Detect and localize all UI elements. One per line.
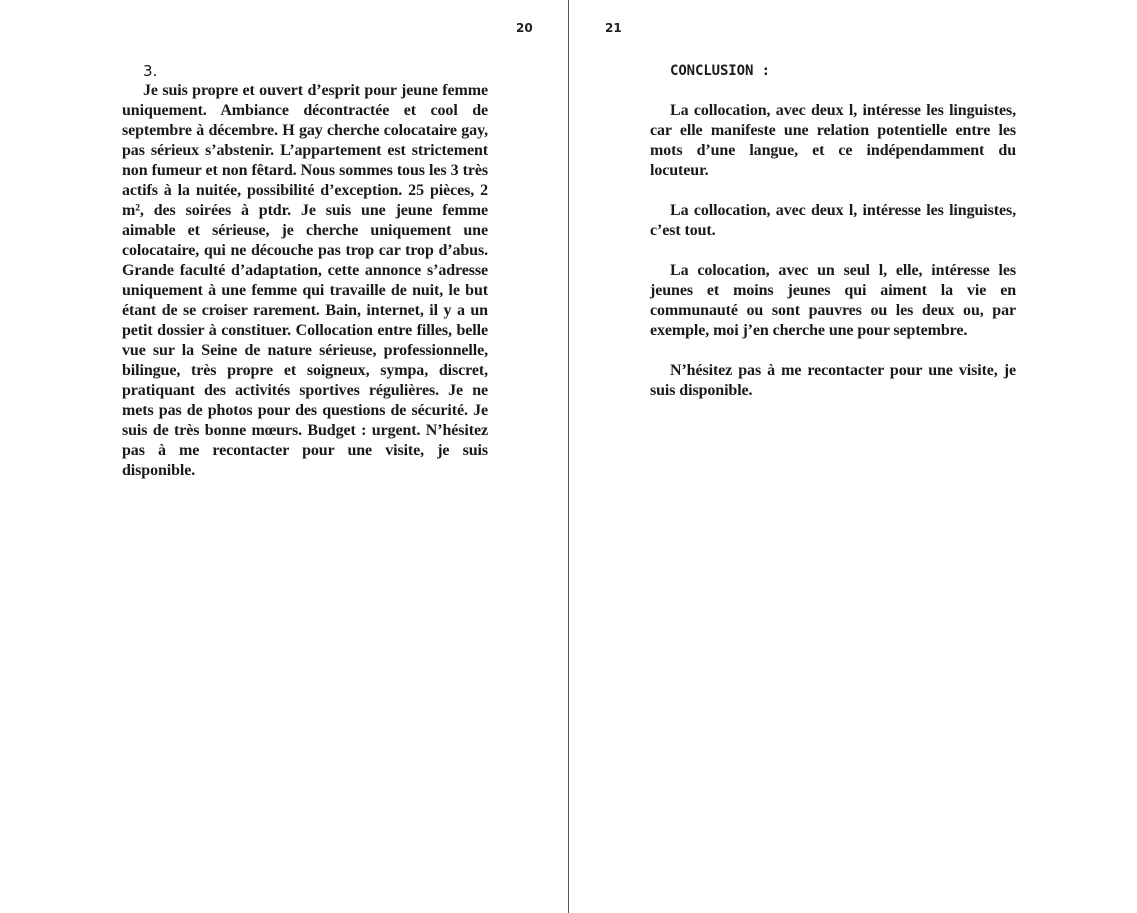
page-number-left: 20 (516, 21, 533, 35)
conclusion-paragraph-3: La colocation, avec un seul l, elle, intéresse les jeunes et moins jeunes qui aiment la vie en communauté ou sont pauvres ou les deux ou, par exemple, moi j’en cherche une pour septembre. (650, 262, 1016, 339)
right-page-text (650, 61, 1016, 421)
left-page-body: Je suis propre et ouvert d’esprit pour jeune femme uniquement. Ambiance décontractée et cool de septembre à décembre. H gay cherche colocataire gay, pas sérieux s’abstenir. L’appartement est strictement non fumeur et non fêtard. Nous sommes tous les 3 très actifs à la nuitée, possibilité d’exception. 25 pièces, 2 m², des soirées à ptdr. Je suis une jeune femme aimable et sérieuse, je cherche uniquement une colocataire, qui ne découche pas trop car trop d’abus. Grande faculté d’adaptation, cette annonce s’adresse uniquement à une femme qui travaille de nuit, le but étant de se croiser rarement. Bain, internet, il y a un petit dossier à constituer. Collocation entre filles, belle vue sur la Seine de nature sérieuse, professionnelle, bilingue, très propre et soigneux, sympa, discret, pratiquant des activités sportives régulières. Je ne mets pas de photos pour des questions de sécurité. Je suis de très bonne mœurs. Budget : urgent. N’hésitez pas à me recontacter pour une visite, je suis disponible. (122, 82, 488, 479)
page-gutter-divider (568, 0, 569, 913)
conclusion-paragraph-1: La collocation, avec deux l, intéresse les linguistes, car elle manifeste une relation potentielle entre les mots d’une langue, et ce indépendamment du locuteur. (650, 102, 1016, 179)
section-number: 3. (143, 62, 158, 80)
conclusion-paragraph-4: N’hésitez pas à me recontacter pour une visite, je suis disponible. (650, 362, 1016, 399)
left-page-text (122, 61, 488, 481)
conclusion-paragraph-2: La collocation, avec deux l, intéresse les linguistes, c’est tout. (650, 202, 1016, 239)
page-number-right: 21 (605, 21, 622, 35)
conclusion-title: CONCLUSION : (670, 63, 770, 79)
